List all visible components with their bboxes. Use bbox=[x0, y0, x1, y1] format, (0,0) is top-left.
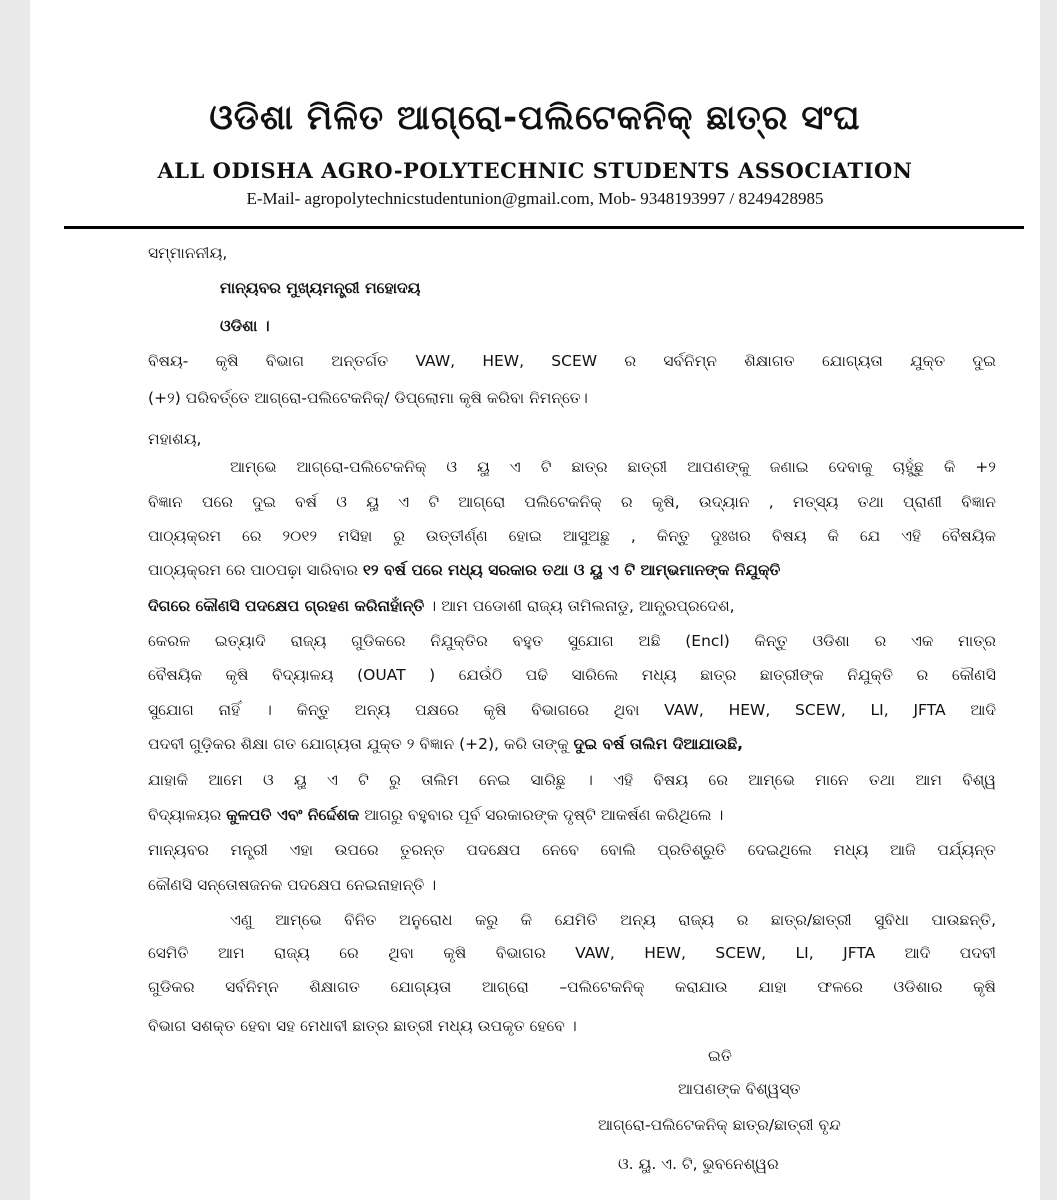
paragraph-1-line-5-bold: ଦିଗରେ କୌଣସି ପଦକ୍ଷେପ ଗ୍ରହଣ କରିନାହାଁନ୍ତି bbox=[148, 597, 425, 615]
paragraph-1-line-11-text-b: ଆଗରୁ ବହୁବାର ପୂର୍ବ ସରକାରଙ୍କ ଦୃଷ୍ଟି ଆକର୍ଷଣ କରିଥିଲେ । bbox=[364, 806, 724, 824]
recipient-title: ମାନ୍ୟବର ମୁଖ୍ୟମନ୍ତ୍ରୀ ମହୋଦୟ bbox=[220, 279, 421, 297]
paragraph-1-line-4 bbox=[148, 561, 781, 580]
paragraph-1-line-6: କେରଳ ଇତ୍ୟାଦି ରାଜ୍ୟ ଗୁଡିକରେ ନିଯୁକ୍ତିର ବହୁତ ସୁଯୋଗ ଅଛି (Encl) କିନ୍ତୁ ଓଡିଶା ର ଏକ ମାତ୍ର bbox=[148, 632, 996, 650]
recipient-place: ଓଡିଶା । bbox=[220, 317, 270, 335]
paragraph-1-line-11 bbox=[148, 806, 723, 825]
association-title-odia: ଓଡିଶା ମିଳିତ ଆଗ୍ରୋ-ପଲିଟେକନିକ୍ ଛାତ୍ର ସଂଘ bbox=[209, 98, 861, 138]
paragraph-1-line-13: କୌଣସି ସନ୍ତୋଷଜନକ ପଦକ୍ଷେପ ନେଇନାହାନ୍ତି । bbox=[148, 876, 437, 894]
closing-group: ଆଗ୍ରୋ-ପଲିଟେକନିକ୍ ଛାତ୍ର/ଛାତ୍ରୀ ବୃନ୍ଦ bbox=[598, 1116, 841, 1134]
paragraph-1-line-9-bold: ଦୁଇ ବର୍ଷ ତାଲିମ ଦିଆଯାଉଛି, bbox=[573, 735, 744, 753]
paragraph-1-line-5 bbox=[148, 597, 735, 616]
paragraph-1-line-8: ସୁଯୋଗ ନାହିଁ । କିନ୍ତୁ ଅନ୍ୟ ପକ୍ଷରେ କୃଷି ବିଭାଗରେ ଥିବା VAW, HEW, SCEW, LI, JFTA ଆଦି bbox=[148, 701, 996, 719]
paragraph-1-line-10: ଯାହାକି ଆମେ ଓ ୟୁ ଏ ଟି ରୁ ତାଲିମ ନେଇ ସାରିଛୁ । ଏହି ବିଷୟ ରେ ଆମ୍ଭେ ମାନେ ତଥା ଆମ ବିଶ୍ୱ bbox=[148, 771, 996, 789]
paragraph-1-line-9-text: ପଦବୀ ଗୁଡ଼ିକର ଶିକ୍ଷା ଗତ ଯୋଗ୍ୟତା ଯୁକ୍ତ ୨ ବିଜ୍ଞାନ (+2), କରି ତାଙ୍କୁ bbox=[148, 735, 569, 753]
paragraph-1-line-5-text: । ଆମ ପଡୋଶୀ ରାଜ୍ୟ ତାମିଲନାଡୁ, ଆନ୍ଧ୍ରପ୍ରଦେଶ, bbox=[429, 597, 735, 615]
salutation-respect: ସମ୍ମାନନୀୟ, bbox=[148, 244, 228, 262]
paragraph-1-line-11-bold: କୁଳପତି ଏବଂ ନିର୍ଦ୍ଦେଶକ bbox=[226, 806, 360, 824]
paragraph-1-line-4-bold: ୧୨ ବର୍ଷ ପରେ ମଧ୍ୟ ସରକାର ତଥା ଓ ୟୁ ଏ ଟି ଆମ୍ଭମାନଙ୍କ ନିଯୁକ୍ତି bbox=[362, 561, 781, 579]
closing-iti: ଇତି bbox=[708, 1047, 732, 1065]
paragraph-1-line-12: ମାନ୍ୟବର ମନ୍ତ୍ରୀ ଏହା ଉପରେ ତୁରନ୍ତ ପଦକ୍ଷେପ ନେବେ ବୋଲି ପ୍ରତିଶ୍ରୁତି ଦେଇଥିଲେ ମଧ୍ୟ ଆଜି ପର୍ଯ୍ୟନ୍ତ bbox=[148, 841, 996, 859]
contact-line: E-Mail- agropolytechnicstudentunion@gmail.com, Mob- 9348193997 / 8249428985 bbox=[246, 189, 824, 208]
paragraph-1-line-11-text-a: ବିଦ୍ୟାଳୟର bbox=[148, 806, 222, 824]
closing-place: ଓ. ୟୁ. ଏ. ଟି, ଭୁବନେଶ୍ୱର bbox=[618, 1155, 779, 1173]
closing-faithfully: ଆପଣଙ୍କ ବିଶ୍ୱସ୍ତ bbox=[678, 1080, 801, 1098]
paragraph-1-line-4-text: ପାଠ୍ୟକ୍ରମ ରେ ପାଠପଢ଼ା ସାରିବାର bbox=[148, 561, 358, 579]
paragraph-2-line-2: ସେମିତି ଆମ ରାଜ୍ୟ ରେ ଥିବା କୃଷି ବିଭାଗର VAW, HEW, SCEW, LI, JFTA ଆଦି ପଦବୀ bbox=[148, 944, 996, 962]
greeting: ମହାଶୟ, bbox=[148, 430, 202, 448]
paragraph-2-line-1: ଏଣୁ ଆମ୍ଭେ ବିନିତ ଅନୁରୋଧ କରୁ କି ଯେମିତି ଅନ୍ୟ ରାଜ୍ୟ ର ଛାତ୍ର/ଛାତ୍ରୀ ସୁବିଧା ପାଉଛନ୍ତି, bbox=[230, 911, 996, 929]
association-title-english: ALL ODISHA AGRO-POLYTECHNIC STUDENTS ASSOCIATION bbox=[157, 158, 913, 183]
subject-line-2: (+୨) ପରିବର୍ତ୍ତେ ଆଗ୍ରୋ-ପଲିଟେକନିକ୍/ ଡିପ୍ଲୋମା କୃଷି କରିବା ନିମନ୍ତେ। bbox=[148, 389, 588, 407]
paragraph-1-line-7: ବୈଷୟିକ କୃଷି ବିଦ୍ୟାଳୟ (OUAT ) ଯେଉଁଠି ପଢି ସାରିଲେ ମଧ୍ୟ ଛାତ୍ର ଛାତ୍ରୀଙ୍କ ନିଯୁକ୍ତି ର କୌଣସି bbox=[148, 666, 996, 684]
paragraph-1-line-3: ପାଠ୍ୟକ୍ରମ ରେ ୨୦୧୨ ମସିହା ରୁ ଉତ୍ତୀର୍ଣ୍ଣ ହୋଇ ଆସୁଅଛୁ , କିନ୍ତୁ ଦୁଃଖର ବିଷୟ କି ଯେ ଏହି ବୈଷୟିକ bbox=[148, 527, 996, 545]
header-divider bbox=[64, 226, 1024, 229]
subject-line-1: ବିଷୟ- କୃଷି ବିଭାଗ ଅନ୍ତର୍ଗତ VAW, HEW, SCEW ର ସର୍ବନିମ୍ନ ଶିକ୍ଷାଗତ ଯୋଗ୍ୟତା ଯୁକ୍ତ ଦୁଇ bbox=[148, 352, 996, 370]
paragraph-1-line-9 bbox=[148, 735, 743, 754]
paragraph-1-line-2: ବିଜ୍ଞାନ ପରେ ଦୁଇ ବର୍ଷ ଓ ୟୁ ଏ ଟି ଆଗ୍ରୋ ପଲିଟେକନିକ୍ ର କୃଷି, ଉଦ୍ୟାନ , ମତ୍ସ୍ୟ ତଥା ପ୍ରାଣୀ ବିଜ୍ଞାନ bbox=[148, 493, 996, 511]
paragraph-1-line-1: ଆମ୍ଭେ ଆଗ୍ରୋ-ପଲିଟେକନିକ୍ ଓ ୟୁ ଏ ଟି ଛାତ୍ର ଛାତ୍ରୀ ଆପଣଙ୍କୁ ଜଣାଇ ଦେବାକୁ ଚାହୁଁଛୁ କି +୨ bbox=[230, 458, 996, 476]
paragraph-2-line-4: ବିଭାଗ ସଶକ୍ତ ହେବା ସହ ମେଧାବୀ ଛାତ୍ର ଛାତ୍ରୀ ମଧ୍ୟ ଉପକୃତ ହେବେ । bbox=[148, 1017, 577, 1035]
paragraph-2-line-3: ଗୁଡିକର ସର୍ବନିମ୍ନ ଶିକ୍ଷାଗତ ଯୋଗ୍ୟତା ଆଗ୍ରୋ –ପଲିଟେକନିକ୍ କରାଯାଉ ଯାହା ଫଳରେ ଓଡିଶାର କୃଷି bbox=[148, 978, 996, 996]
letter-page bbox=[30, 0, 1040, 1200]
